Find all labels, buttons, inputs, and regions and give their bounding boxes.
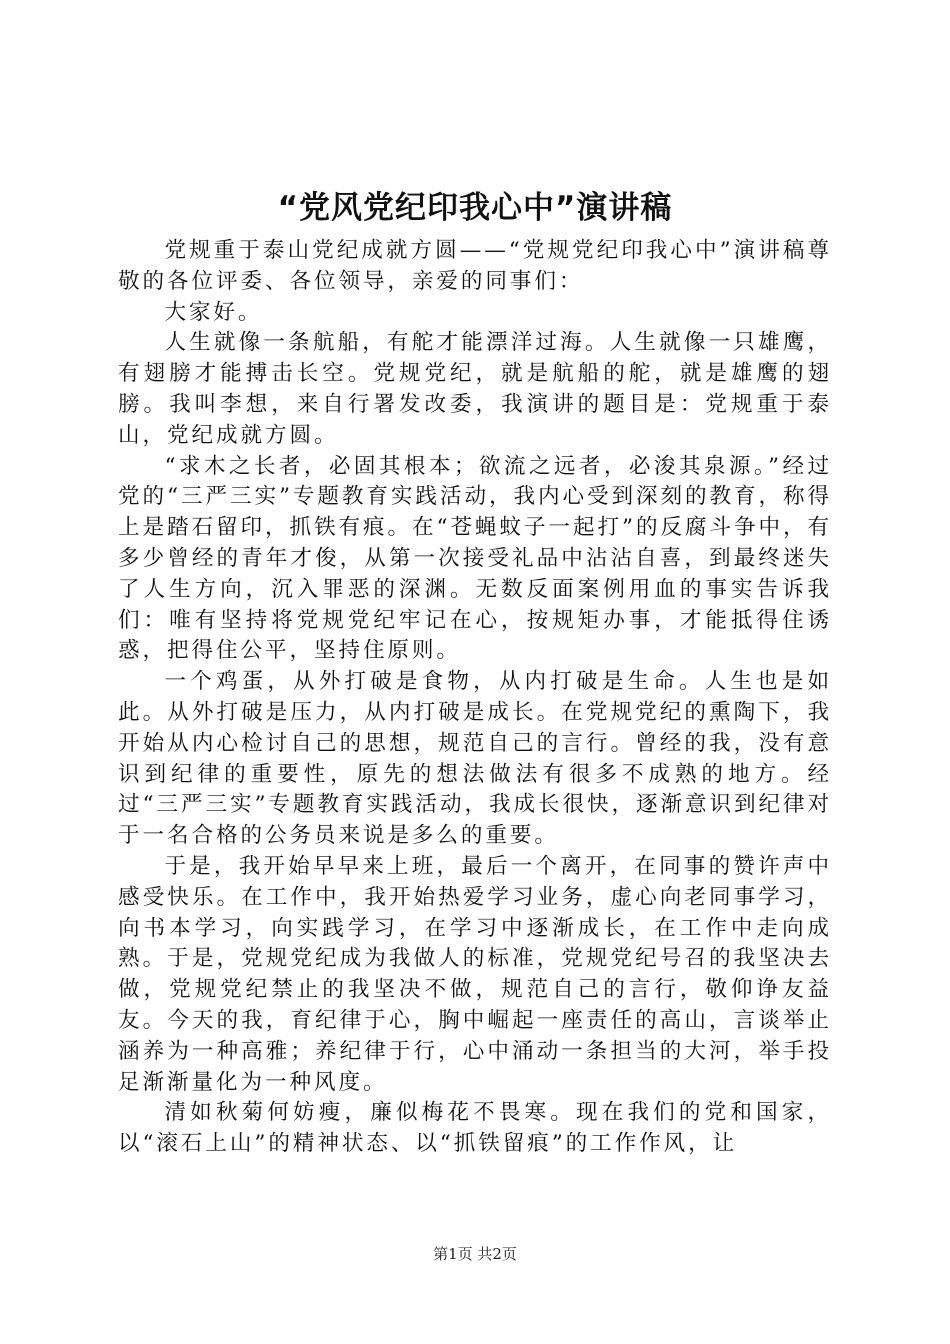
paragraph-greeting: 大家好。: [164, 299, 263, 325]
page-number-footer: 第1页 共2页: [433, 1245, 517, 1263]
document-title: “党风党纪印我心中”演讲稿: [277, 190, 673, 226]
paragraph-salutation: 党规重于泰山党纪成就方圆——“党规党纪印我心中”演讲稿尊敬的各位评委、各位领导，亲爱的同事们：: [118, 238, 832, 294]
paragraph-growth: 于是，我开始早早来上班，最后一个离开，在同事的赞许声中感受快乐。在工作中，我开始热爱学习业务，虚心向老同事学习，向书本学习，向实践学习，在学习中逐渐成长，在工作中走向成熟。于是，党规党纪成为我做人的标准，党规党纪号召的我坚决去做，党规党纪禁止的我坚决不做，规范自己的言行，敬仰诤友益友。今天的我，育纪律于心，胸中崛起一座责任的高山，言谈举止涵养为一种高雅；养纪律于行，心中涌动一条担当的大河，举手投足渐渐量化为一种风度。: [118, 853, 832, 1095]
paragraph-quote: “求木之长者，必固其根本；欲流之远者，必浚其泉源。”经过党的“三严三实”专题教育实践活动，我内心受到深刻的教育，称得上是踏石留印，抓铁有痕。在“苍蝇蚊子一起打”的反腐斗争中，有多少曾经的青年才俊，从第一次接受礼品中沾沾自喜，到最终迷失了人生方向，沉入罪恶的深渊。无数反面案例用血的事实告诉我们：唯有坚持将党规党纪牢记在心，按规矩办事，才能抵得住诱惑，把得住公平，坚持住原则。: [118, 453, 832, 664]
paragraph-introduction: 人生就像一条航船，有舵才能漂洋过海。人生就像一只雄鹰，有翅膀才能搏击长空。党规党纪，就是航船的舵，就是雄鹰的翅膀。我叫李想，来自行署发改委，我演讲的题目是：党规重于泰山，党纪成就方圆。: [118, 330, 832, 448]
paragraph-closing: 清如秋菊何妨瘦，廉似梅花不畏寒。现在我们的党和国家，以“滚石上山”的精神状态、以“抓铁留痕”的工作作风，让: [118, 1100, 832, 1157]
paragraph-egg-metaphor: 一个鸡蛋，从外打破是食物，从内打破是生命。人生也是如此。从外打破是压力，从内打破是成长。在党规党纪的熏陶下，我开始从内心检讨自己的思想，规范自己的言行。曾经的我，没有意识到纪律的重要性，原先的想法做法有很多不成熟的地方。经过“三严三实”专题教育实践活动，我成长很快，逐渐意识到纪律对于一名合格的公务员来说是多么的重要。: [118, 669, 832, 849]
document-body: [118, 236, 832, 1160]
